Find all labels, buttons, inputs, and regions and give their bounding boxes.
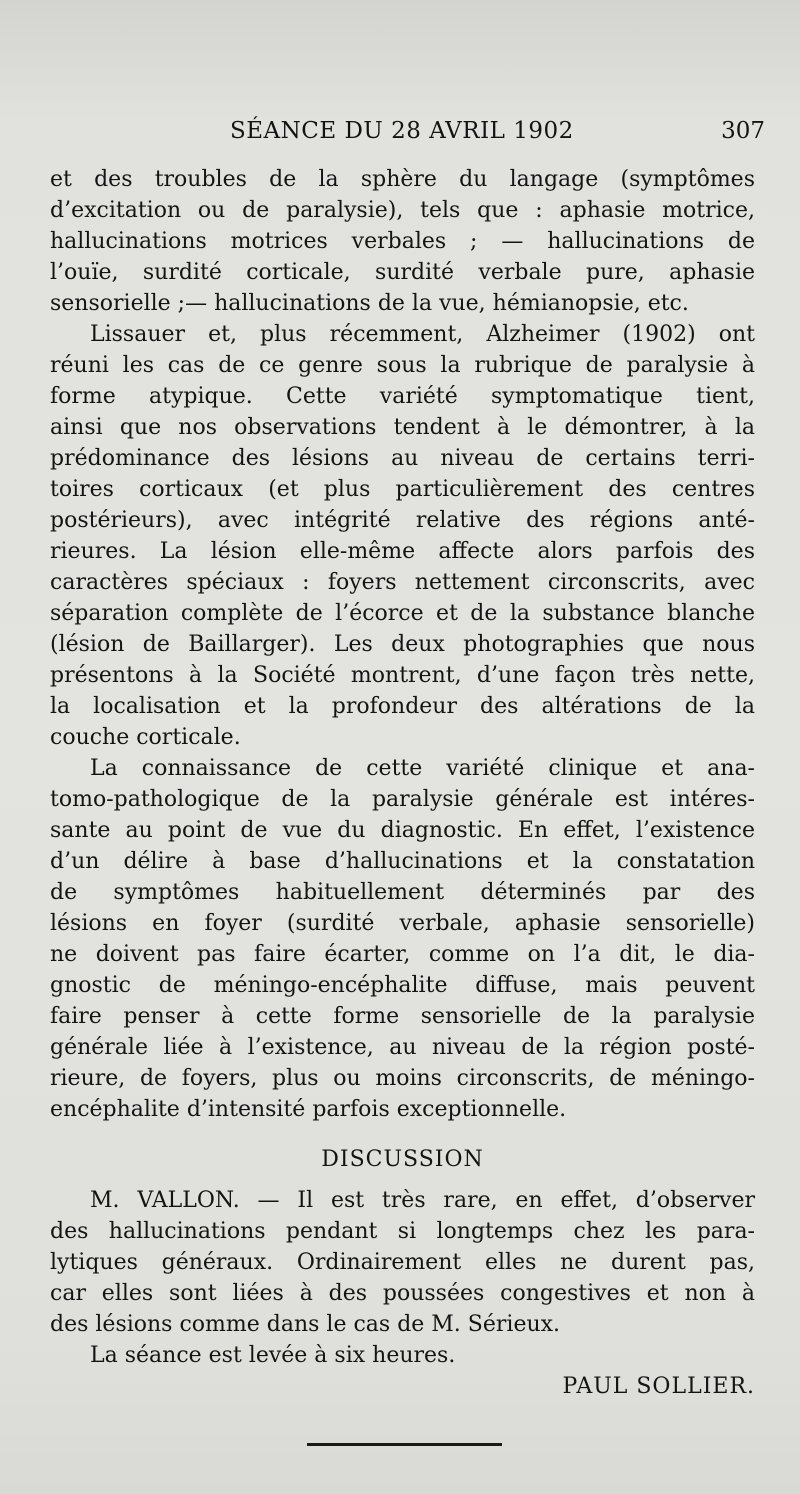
text-line: lytiques généraux. Ordinairement elles ne durent pas,: [50, 1250, 755, 1275]
running-title: SÉANCE DU 28 AVRIL 1902: [230, 118, 574, 144]
text-line: d’un délire à base d’hallucinations et la constatation: [50, 849, 755, 874]
text-line: séparation complète de l’écorce et de la substance blanche: [50, 601, 755, 626]
text-line: d’excitation ou de paralysie), tels que : aphasie motrice,: [50, 198, 755, 223]
text-line: gnostic de méningo-encéphalite diffuse, mais peuvent: [50, 973, 755, 998]
text-line: rieures. La lésion elle-même affecte alors parfois des: [50, 539, 755, 564]
text-line: et des troubles de la sphère du langage (symptômes: [50, 167, 755, 192]
text-line: encéphalite d’intensité parfois exceptionnelle.: [50, 1097, 567, 1122]
text-line: la localisation et la profondeur des altérations de la: [50, 694, 755, 719]
text-line: (lésion de Baillarger). Les deux photographies que nous: [50, 632, 755, 657]
text-line: de symptômes habituellement déterminés par des: [50, 880, 755, 905]
text-line: sante au point de vue du diagnostic. En effet, l’existence: [50, 818, 755, 843]
paragraph-3: [50, 753, 755, 1125]
text-line: générale liée à l’existence, au niveau de la région posté-: [50, 1035, 755, 1060]
text-line: Lissauer et, plus récemment, Alzheimer (1902) ont: [90, 322, 755, 347]
discussion-heading: DISCUSSION: [321, 1147, 484, 1172]
text-line: ainsi que nos observations tendent à le démontrer, à la: [50, 415, 755, 440]
text-line: des hallucinations pendant si longtemps chez les para-: [50, 1219, 755, 1244]
text-line: postérieurs), avec intégrité relative des régions anté-: [50, 508, 755, 533]
body-text: [50, 164, 755, 1402]
text-line: couche corticale.: [50, 725, 241, 750]
text-line: caractères spéciaux : foyers nettement circonscrits, avec: [50, 570, 755, 595]
closing-rule: [307, 1443, 502, 1446]
text-line: tomo-pathologique de la paralysie générale est intéres-: [50, 787, 755, 812]
text-line: l’ouïe, surdité corticale, surdité verbale pure, aphasie: [50, 260, 755, 285]
paragraph-2: [50, 319, 755, 753]
text-line: car elles sont liées à des poussées congestives et non à: [50, 1281, 755, 1306]
text-line: réuni les cas de ce genre sous la rubrique de paralysie à: [50, 353, 755, 378]
running-head: [50, 118, 765, 152]
text-line: sensorielle ;— hallucinations de la vue, hémianopsie, etc.: [50, 291, 689, 316]
text-line: ne doivent pas faire écarter, comme on l’a dit, le dia-: [50, 942, 755, 967]
text-line: rieure, de foyers, plus ou moins circonscrits, de méningo-: [50, 1066, 755, 1091]
adjournment-line: La séance est levée à six heures.: [90, 1343, 456, 1368]
discussion-paragraph: [50, 1185, 755, 1340]
text-line: des lésions comme dans le cas de M. Sérieux.: [50, 1312, 561, 1337]
page-number: 307: [721, 118, 765, 144]
text-line: La connaissance de cette variété clinique et ana-: [90, 756, 755, 781]
text-line: forme atypique. Cette variété symptomatique tient,: [50, 384, 755, 409]
text-line: présentons à la Société montrent, d’une façon très nette,: [50, 663, 755, 688]
text-line: M. VALLON. — Il est très rare, en effet, d’observer: [90, 1188, 755, 1213]
signature: PAUL SOLLIER.: [562, 1374, 755, 1399]
text-line: toires corticaux (et plus particulièrement des centres: [50, 477, 755, 502]
paragraph-1: [50, 164, 755, 319]
text-line: lésions en foyer (surdité verbale, aphasie sensorielle): [50, 911, 755, 936]
text-line: faire penser à cette forme sensorielle de la paralysie: [50, 1004, 755, 1029]
text-line: hallucinations motrices verbales ; — hallucinations de: [50, 229, 755, 254]
text-line: prédominance des lésions au niveau de certains terri-: [50, 446, 755, 471]
